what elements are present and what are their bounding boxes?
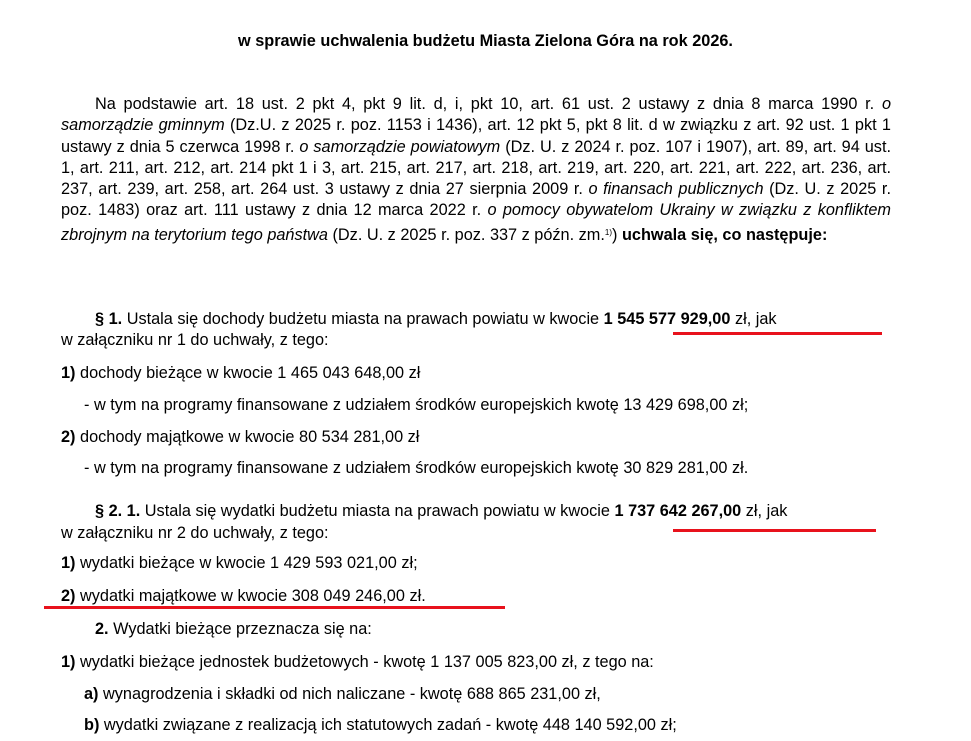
paragraph-label: § 1. [95, 310, 123, 328]
s2-item-1: 1) wydatki bieżące w kwocie 1 429 593 021,00 zł; [61, 554, 418, 572]
preamble-text: Na podstawie art. 18 ust. 2 pkt 4, pkt 9 lit. d, i, pkt 10, art. 61 ust. 2 ustawy z dnia 8 marca 1990 r. [95, 95, 875, 113]
expense-total-amount: 1 737 642 267,00 [614, 502, 742, 520]
income-amount-underline [673, 332, 882, 335]
s2-point-2: 2. Wydatki bieżące przeznacza się na: [95, 620, 372, 638]
expense-amount-underline [673, 529, 876, 532]
preamble-text: (Dz. U. z 2024 r. poz. 107 i 1907), art. 89, art. 94 ust. 1, art. 211, art. 212, art. 214 pkt 1 i 3, art. 215, art. 217, art. 218, art. 219, art. 220, art. 221, art. 222, art. 236, art. 237, art. 239, art. 258, art. 264 ust. 3 ustawy z dnia 27 sierpnia 2009 r. [61, 137, 891, 199]
act-title-gminny: o samorządzie gminnym [61, 95, 891, 135]
s2-subitem-b: b) wydatki związane z realizacją ich statutowych zadań - kwotę 448 140 592,00 zł; [84, 716, 677, 734]
s1-item-2: 2) dochody majątkowe w kwocie 80 534 281,00 zł [61, 428, 420, 446]
s2-subitem-a: a) wynagrodzenia i składki od nich naliczane - kwotę 688 865 231,00 zł, [84, 685, 601, 703]
preamble-text: (Dz. U. z 2025 r. poz. 1483) oraz art. 111 ustawy z dnia 12 marca 2022 r. [61, 180, 891, 220]
capital-expense-underline [44, 606, 505, 609]
s2-line2: w załączniku nr 2 do uchwały, z tego: [61, 524, 329, 542]
preamble-text: (Dz. U. z 2025 r. poz. 337 z późn. zm. [332, 225, 605, 244]
resolution-clause: uchwala się, co następuje: [621, 225, 828, 244]
s1-item-1-sub: - w tym na programy finansowane z udziałem środków europejskich kwotę 13 429 698,00 zł; [84, 396, 749, 414]
s2-line1: § 2. 1. Ustala się wydatki budżetu miasta na prawach powiatu w kwocie 1 737 642 267,00 zł, jak [95, 502, 788, 520]
s2-item-2: 2) wydatki majątkowe w kwocie 308 049 246,00 zł. [61, 587, 426, 605]
s1-line1: § 1. Ustala się dochody budżetu miasta na prawach powiatu w kwocie 1 545 577 929,00 zł, jak [95, 310, 777, 328]
document-title: w sprawie uchwalenia budżetu Miasta Zielona Góra na rok 2026. [238, 32, 733, 50]
preamble-text: (Dz.U. z 2025 r. poz. 1153 i 1436), art. 12 pkt 5, pkt 8 lit. d w związku z art. 92 ust. 1 pkt 1 ustawy z dnia 5 czerwca 1998 r. [61, 116, 891, 156]
act-title-ukraina: o pomocy obywatelom Ukrainy w związku z konfliktem zbrojnym na terytorium tego państwa [61, 201, 891, 244]
paragraph-label: § 2. 1. [95, 502, 141, 520]
act-title-finanse: o finansach publicznych [588, 180, 764, 199]
preamble-paragraph: Na podstawie art. 18 ust. 2 pkt 4, pkt 9 lit. d, i, pkt 10, art. 61 ust. 2 ustawy z dnia 8 marca 1990 r. o samorządzie gminnym (Dz.U. z 2025 r. poz. 1153 i 1436), art. 12 pkt 5, pkt 8 lit. d w związku z art. 92 ust. 1 pkt 1 ustawy z dnia 5 czerwca 1998 r. o samorządzie powiatowym (Dz. U. z 2024 r. poz. 107 i 1907), art. 89, art. 94 ust. 1, art. 211, art. 212, art. 214 pkt 1 i 3, art. 215, art. 217, art. 218, art. 219, art. 220, art. 221, art. 222, art. 236, art. 237, art. 239, art. 258, art. 264 ust. 3 ustawy z dnia 27 sierpnia 2009 r. o finansach publicznych (Dz. U. z 2025 r. poz. 1483) oraz art. 111 ustawy z dnia 12 marca 2022 r. o pomocy obywatelom Ukrainy w związku z konfliktem zbrojnym na terytorium tego państwa (Dz. U. z 2025 r. poz. 337 z późn. zm.$^{1)}$) uchwala się, co następuje: [61, 95, 891, 244]
income-total-amount: 1 545 577 929,00 [603, 310, 731, 328]
s1-line2: w załączniku nr 1 do uchwały, z tego: [61, 331, 329, 349]
s1-item-2-sub: - w tym na programy finansowane z udziałem środków europejskich kwotę 30 829 281,00 zł. [84, 459, 749, 477]
s1-item-1: 1) dochody bieżące w kwocie 1 465 043 648,00 zł [61, 364, 421, 382]
s2-point-2-item-1: 1) wydatki bieżące jednostek budżetowych - kwotę 1 137 005 823,00 zł, z tego na: [61, 653, 654, 671]
footnote-marker[interactable]: 1) [604, 227, 613, 237]
act-title-powiatowy: o samorządzie powiatowym [299, 137, 501, 156]
